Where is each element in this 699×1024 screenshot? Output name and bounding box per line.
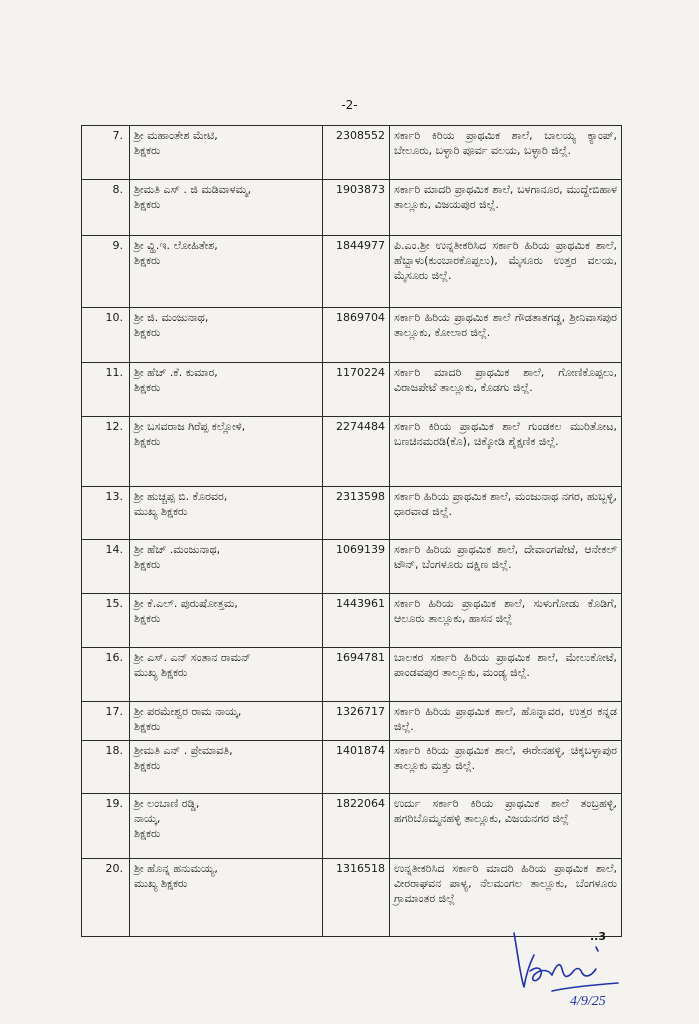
teacher-name: ಶ್ರೀ ಹುಚ್ಚಪ್ಪ ಬಿ. ಕೊರವರ, (134, 490, 228, 503)
designation: ಶಿಕ್ಷಕರು (134, 827, 161, 840)
teacher-id: 1069139 (323, 540, 390, 594)
serial-number: 20. (82, 859, 130, 937)
teacher-id: 1694781 (323, 648, 390, 702)
serial-number: 16. (82, 648, 130, 702)
designation: ಶಿಕ್ಷಕರು (134, 381, 161, 394)
teacher-name: ಶ್ರೀಮತಿ ಎಸ್ . ಜಿ ಮಡಿವಾಳಮ್ಮ, (134, 183, 252, 196)
serial-number: 12. (82, 417, 130, 487)
signature (500, 925, 660, 1015)
serial-number: 18. (82, 741, 130, 794)
serial-number: 7. (82, 126, 130, 180)
table-row (82, 308, 622, 363)
teacher-name: ಶ್ರೀ ಮಹಾಂತೇಶ ಮೇಟಿ, (134, 129, 218, 142)
teacher-cell (130, 540, 323, 594)
teacher-id: 1326717 (323, 702, 390, 741)
table-row (82, 741, 622, 794)
school-address: ಸರ್ಕಾರಿ ಹಿರಿಯ ಪ್ರಾಥಮಿಕ ಶಾಲೆ, ಸುಳುಗೋಡು ಕೊಡಿಗೆ, ಆಲೂರು ತಾಲ್ಲೂಕು, ಹಾಸನ ಜಿಲ್ಲೆ (390, 594, 622, 648)
table-row (82, 180, 622, 236)
teacher-id: 1822064 (323, 794, 390, 859)
teacher-cell (130, 308, 323, 363)
teacher-name: ಶ್ರೀ ಎಸ್. ಎನ್ ಸಂತಾನ ರಾಮನ್ (134, 651, 251, 664)
school-address: ಸರ್ಕಾರಿ ಹಿರಿಯ ಪ್ರಾಥಮಿಕ ಶಾಲೆ, ಮಂಜುನಾಥ ನಗರ, ಹುಬ್ಬಳ್ಳಿ, ಧಾರವಾಡ ಜಿಲ್ಲೆ. (390, 487, 622, 540)
signature-date: 4/9/25 (570, 994, 606, 1009)
teacher-cell (130, 702, 323, 741)
teacher-cell (130, 648, 323, 702)
designation: ಶಿಕ್ಷಕರು (134, 720, 161, 733)
school-address: ಪಿ.ಎಂ.ಶ್ರೀ ಉನ್ನತೀಕರಿಸಿದ ಸರ್ಕಾರಿ ಹಿರಿಯ ಪ್ರಾಥಮಿಕ ಶಾಲೆ, ಹೆಬ್ಬಾಳು(ಕುಂಬಾರಕೊಪ್ಪಲು), ಮೈಸೂರು ಉತ್ತರ ವಲಯ, ಮೈಸೂರು ಜಿಲ್ಲೆ. (390, 236, 622, 308)
school-address: ಸರ್ಕಾರಿ ಕಿರಿಯ ಪ್ರಾಥಮಿಕ ಶಾಲೆ, ಈರೇನಹಳ್ಳಿ, ಚಿಕ್ಕಬಳ್ಳಾಪುರ ತಾಲ್ಲೂಕು ಮತ್ತು ಜಿಲ್ಲೆ. (390, 741, 622, 794)
teacher-name: ಶ್ರೀ ಲಂಬಾಣಿ ರಡ್ಡಿ, (134, 797, 200, 810)
table-row (82, 594, 622, 648)
designation: ಶಿಕ್ಷಕರು (134, 435, 161, 448)
page-number: -2- (341, 98, 358, 112)
table-row (82, 794, 622, 859)
designation: ಮುಖ್ಯ ಶಿಕ್ಷಕರು (134, 505, 188, 518)
teacher-cell (130, 594, 323, 648)
table-row (82, 236, 622, 308)
designation: ಶಿಕ್ಷಕರು (134, 198, 161, 211)
serial-number: 10. (82, 308, 130, 363)
teacher-name: ಶ್ರೀ ಕೆ.ಎಲ್. ಪುರುಷೋತ್ತಮ, (134, 597, 238, 610)
teacher-cell (130, 363, 323, 417)
table-row (82, 702, 622, 741)
serial-number: 11. (82, 363, 130, 417)
table-row (82, 363, 622, 417)
serial-number: 14. (82, 540, 130, 594)
designation: ಮುಖ್ಯ ಶಿಕ್ಷಕರು (134, 666, 188, 679)
teacher-name: ಶ್ರೀ ಪರಮೇಶ್ವರ ರಾಮ ನಾಯ್ಕ, (134, 705, 242, 718)
teacher-id: 1316518 (323, 859, 390, 937)
teacher-id: 1443961 (323, 594, 390, 648)
designation: ಶಿಕ್ಷಕರು (134, 759, 161, 772)
teacher-cell (130, 487, 323, 540)
teacher-cell (130, 859, 323, 937)
teacher-id: 1170224 (323, 363, 390, 417)
teacher-name-continued: ನಾಯ್ಕ, (134, 812, 161, 825)
teacher-name: ಶ್ರೀ ಹೊನ್ನ ಹನುಮಯ್ಯ, (134, 862, 218, 875)
school-address: ಸರ್ಕಾರಿ ಹಿರಿಯ ಪ್ರಾಥಮಿಕ ಶಾಲೆ, ಹೊನ್ನಾವರ, ಉತ್ತರ ಕನ್ನಡ ಜಿಲ್ಲೆ. (390, 702, 622, 741)
serial-number: 8. (82, 180, 130, 236)
serial-number: 13. (82, 487, 130, 540)
designation: ಶಿಕ್ಷಕರು (134, 612, 161, 625)
school-address: ಬಾಲಕರ ಸರ್ಕಾರಿ ಹಿರಿಯ ಪ್ರಾಥಮಿಕ ಶಾಲೆ, ಮೇಲುಕೋಟೆ, ಪಾಂಡವಪುರ ತಾಲ್ಲೂಕು, ಮಂಡ್ಯ ಜಿಲ್ಲೆ. (390, 648, 622, 702)
teacher-name: ಶ್ರೀ ಜಿ. ಮಂಜುನಾಥ, (134, 311, 209, 324)
continued-marker: ..3 (590, 930, 607, 943)
table-row (82, 540, 622, 594)
teacher-cell (130, 794, 323, 859)
teacher-id: 1401874 (323, 741, 390, 794)
designation: ಶಿಕ್ಷಕರು (134, 558, 161, 571)
teacher-cell (130, 126, 323, 180)
designation: ಮುಖ್ಯ ಶಿಕ್ಷಕರು (134, 877, 188, 890)
designation: ಶಿಕ್ಷಕರು (134, 326, 161, 339)
table-row (82, 487, 622, 540)
teacher-cell (130, 236, 323, 308)
teacher-name: ಶ್ರೀ ಬಸವರಾಜ ಗಿರೆಪ್ಪ ಕಲ್ಲೋಳಿ, (134, 420, 246, 433)
teacher-id: 2308552 (323, 126, 390, 180)
designation: ಶಿಕ್ಷಕರು (134, 144, 161, 157)
teacher-name: ಶ್ರೀಮತಿ ಎನ್ . ಪ್ರೇಮಾವತಿ, (134, 744, 233, 757)
serial-number: 17. (82, 702, 130, 741)
teacher-cell (130, 180, 323, 236)
school-address: ಉರ್ದು ಸರ್ಕಾರಿ ಕಿರಿಯ ಪ್ರಾಥಮಿಕ ಶಾಲೆ ತಂಬ್ರಹಳ್ಳಿ, ಹಗರಿಬೊಮ್ಮನಹಳ್ಳಿ ತಾಲ್ಲೂಕು, ವಿಜಯನಗರ ಜಿಲ್ಲೆ (390, 794, 622, 859)
school-address: ಸರ್ಕಾರಿ ಮಾದರಿ ಪ್ರಾಥಮಿಕ ಶಾಲೆ, ಬಳಗಾನೂರ, ಮುದ್ದೇಬಿಹಾಳ ತಾಲ್ಲೂಕು, ವಿಜಯಪುರ ಜಿಲ್ಲೆ. (390, 180, 622, 236)
school-address: ಸರ್ಕಾರಿ ಮಾದರಿ ಪ್ರಾಥಮಿಕ ಶಾಲೆ, ಗೋಣಿಕೊಪ್ಪಲು, ವಿರಾಜಪೇಟೆ ತಾಲ್ಲೂಕು, ಕೊಡಗು ಜಿಲ್ಲೆ. (390, 363, 622, 417)
teacher-id: 2313598 (323, 487, 390, 540)
serial-number: 15. (82, 594, 130, 648)
teacher-cell (130, 417, 323, 487)
school-address: ಸರ್ಕಾರಿ ಕಿರಿಯ ಪ್ರಾಥಮಿಕ ಶಾಲೆ, ಬಾಲಯ್ಯ ಕ್ಯಾಂಪ್, ಬೇಲೂರು, ಬಳ್ಳಾರಿ ಪೂರ್ವ ವಲಯ, ಬಳ್ಳಾರಿ ಜಿಲ್ಲೆ. (390, 126, 622, 180)
serial-number: 9. (82, 236, 130, 308)
serial-number: 19. (82, 794, 130, 859)
school-address: ಉನ್ನತೀಕರಿಸಿದ ಸರ್ಕಾರಿ ಮಾದರಿ ಹಿರಿಯ ಪ್ರಾಥಮಿಕ ಶಾಲೆ, ವೀರರಾಘವನ ಪಾಳ್ಯ, ನೆಲಮಂಗಲ ತಾಲ್ಲೂಕು, ಬೆಂಗಳೂರು ಗ್ರಾಮಾಂತರ ಜಿಲ್ಲೆ (390, 859, 622, 937)
teacher-id: 1903873 (323, 180, 390, 236)
teachers-table (81, 125, 622, 937)
teacher-id: 1844977 (323, 236, 390, 308)
table-row (82, 126, 622, 180)
teacher-name: ಶ್ರೀ ವ್ಹಿ.ಇ. ಲೋಹಿತೇಶ, (134, 239, 218, 252)
teacher-name: ಶ್ರೀ ಹೆಚ್ .ಮಂಜುನಾಥ, (134, 543, 221, 556)
school-address: ಸರ್ಕಾರಿ ಹಿರಿಯ ಪ್ರಾಥಮಿಕ ಶಾಲೆ ಗೌಡತಾತಗಡ್ಡ, ಶ್ರೀನಿವಾಸಪುರ ತಾಲ್ಲೂಕು, ಕೋಲಾರ ಜಿಲ್ಲೆ. (390, 308, 622, 363)
teacher-name: ಶ್ರೀ ಹೆಚ್ .ಕೆ. ಕುಮಾರ, (134, 366, 218, 379)
table-row (82, 648, 622, 702)
teacher-cell (130, 741, 323, 794)
teacher-id: 1869704 (323, 308, 390, 363)
designation: ಶಿಕ್ಷಕರು (134, 254, 161, 267)
teacher-id: 2274484 (323, 417, 390, 487)
table-row (82, 417, 622, 487)
school-address: ಸರ್ಕಾರಿ ಹಿರಿಯ ಪ್ರಾಥಮಿಕ ಶಾಲೆ, ದೇವಾಂಗಪೇಟೆ, ಆನೇಕಲ್ ಟೌನ್, ಬೆಂಗಳೂರು ದಕ್ಷಿಣ ಜಿಲ್ಲೆ. (390, 540, 622, 594)
school-address: ಸರ್ಕಾರಿ ಕಿರಿಯ ಪ್ರಾಥಮಿಕ ಶಾಲೆ ಗುಂಡಕಲ ಮುರಿತೋಟ, ಬಣಚಿನಮರಡಿ(ಕೊ), ಚಿಕ್ಕೋಡಿ ಶೈಕ್ಷಣಿಕ ಜಿಲ್ಲೆ. (390, 417, 622, 487)
